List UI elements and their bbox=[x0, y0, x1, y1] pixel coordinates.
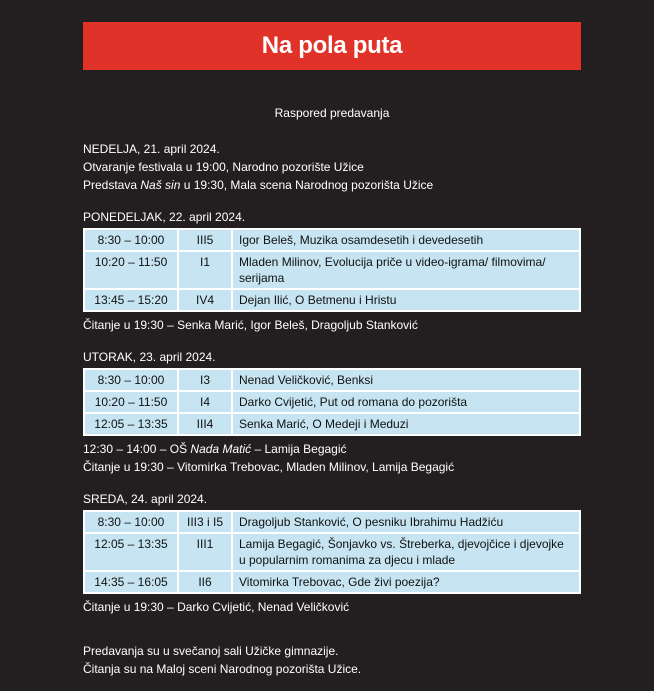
time-cell: 8:30 – 10:00 bbox=[85, 230, 177, 250]
room-cell: IV4 bbox=[179, 290, 231, 310]
line-text: – Lamija Begagić bbox=[251, 442, 347, 456]
day-heading: PONEDELJAK, 22. april 2024. bbox=[83, 210, 246, 224]
schedule-content bbox=[83, 104, 581, 678]
line-italic-title: Naš sin bbox=[140, 178, 181, 192]
room-cell: III1 bbox=[179, 534, 231, 570]
day-note-line bbox=[83, 440, 581, 458]
line-text: 12:30 – 14:00 – OŠ bbox=[83, 442, 191, 456]
line-text: Čitanje u 19:30 – Darko Cvijetić, Nenad Veličković bbox=[83, 600, 350, 614]
lecture-cell: Lamija Begagić, Šonjavko vs. Štreberka, djevojčice i djevojke u popularnim romanima za djecu i mlade bbox=[233, 534, 579, 570]
room-cell: III4 bbox=[179, 414, 231, 434]
table-row bbox=[85, 370, 579, 390]
lecture-cell: Darko Cvijetić, Put od romana do pozorišta bbox=[233, 392, 579, 412]
footer-notes bbox=[83, 642, 581, 678]
days-container bbox=[83, 140, 581, 616]
table-row bbox=[85, 534, 579, 570]
lecture-cell: Vitomirka Trebovac, Gde živi poezija? bbox=[233, 572, 579, 592]
room-cell: I4 bbox=[179, 392, 231, 412]
table-row bbox=[85, 230, 579, 250]
line-italic-title: Nada Matić bbox=[190, 442, 252, 456]
time-cell: 14:35 – 16:05 bbox=[85, 572, 177, 592]
line-text: Predstava bbox=[83, 178, 141, 192]
table-row bbox=[85, 252, 579, 288]
time-cell: 8:30 – 10:00 bbox=[85, 512, 177, 532]
room-cell: III3 i I5 bbox=[179, 512, 231, 532]
table-row bbox=[85, 512, 579, 532]
day-section bbox=[83, 194, 581, 334]
time-cell: 10:20 – 11:50 bbox=[85, 392, 177, 412]
lecture-cell: Dejan Ilić, O Betmenu i Hristu bbox=[233, 290, 579, 310]
day-heading: NEDELJA, 21. april 2024. bbox=[83, 142, 220, 156]
schedule-table bbox=[83, 510, 581, 594]
day-section bbox=[83, 140, 581, 194]
time-cell: 10:20 – 11:50 bbox=[85, 252, 177, 288]
day-heading: SREDA, 24. april 2024. bbox=[83, 492, 208, 506]
schedule-table bbox=[83, 368, 581, 436]
line-text: Čitanje u 19:30 – Vitomirka Trebovac, Mladen Milinov, Lamija Begagić bbox=[83, 460, 455, 474]
lecture-cell: Senka Marić, O Medeji i Meduzi bbox=[233, 414, 579, 434]
lecture-cell: Dragoljub Stanković, O pesniku Ibrahimu Hadžiću bbox=[233, 512, 579, 532]
day-note-line bbox=[83, 458, 581, 476]
footer-line: Čitanja su na Maloj sceni Narodnog pozorišta Užice. bbox=[83, 662, 362, 676]
schedule-subtitle: Raspored predavanja bbox=[274, 106, 390, 120]
day-note-line bbox=[83, 316, 581, 334]
day-section bbox=[83, 334, 581, 476]
day-note-line bbox=[83, 158, 581, 176]
schedule-table bbox=[83, 228, 581, 312]
time-cell: 12:05 – 13:35 bbox=[85, 534, 177, 570]
table-row bbox=[85, 290, 579, 310]
day-note-line bbox=[83, 598, 581, 616]
footer-line: Predavanja su u svečanoj sali Užičke gimnazije. bbox=[83, 644, 339, 658]
table-row bbox=[85, 414, 579, 434]
page-title: Na pola puta bbox=[261, 32, 403, 59]
time-cell: 13:45 – 15:20 bbox=[85, 290, 177, 310]
room-cell: II6 bbox=[179, 572, 231, 592]
day-heading: UTORAK, 23. april 2024. bbox=[83, 350, 216, 364]
room-cell: I3 bbox=[179, 370, 231, 390]
line-text: u 19:30, Mala scena Narodnog pozorišta Užice bbox=[180, 178, 434, 192]
title-banner bbox=[83, 22, 581, 70]
table-row bbox=[85, 392, 579, 412]
lecture-cell: Nenad Veličković, Benksi bbox=[233, 370, 579, 390]
line-text: Otvaranje festivala u 19:00, Narodno pozorište Užice bbox=[83, 160, 364, 174]
time-cell: 12:05 – 13:35 bbox=[85, 414, 177, 434]
day-section bbox=[83, 476, 581, 616]
room-cell: I1 bbox=[179, 252, 231, 288]
day-note-line bbox=[83, 176, 581, 194]
lecture-cell: Mladen Milinov, Evolucija priče u video-igrama/ filmovima/ serijama bbox=[233, 252, 579, 288]
line-text: Čitanje u 19:30 – Senka Marić, Igor Beleš, Dragoljub Stanković bbox=[83, 318, 418, 332]
table-row bbox=[85, 572, 579, 592]
time-cell: 8:30 – 10:00 bbox=[85, 370, 177, 390]
lecture-cell: Igor Beleš, Muzika osamdesetih i devedesetih bbox=[233, 230, 579, 250]
room-cell: III5 bbox=[179, 230, 231, 250]
